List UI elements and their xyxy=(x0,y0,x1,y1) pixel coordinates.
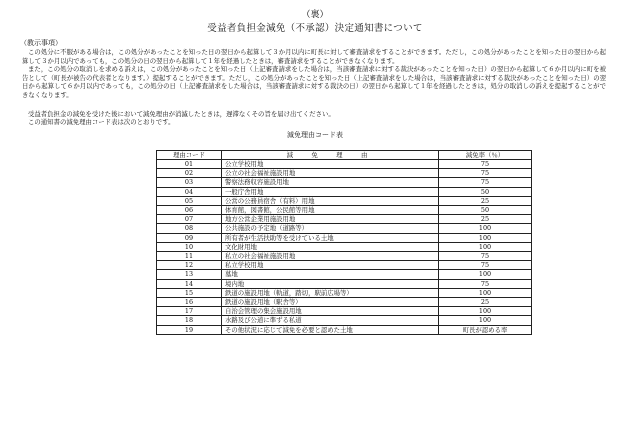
cell-rate: 町長が認める率 xyxy=(439,325,532,334)
cell-code: 09 xyxy=(157,233,222,242)
header-reason: 減 免 理 由 xyxy=(222,150,439,159)
table-row xyxy=(157,288,532,297)
table-row xyxy=(157,205,532,214)
cell-reason: 私立学校用地 xyxy=(222,261,439,270)
cell-rate: 75 xyxy=(439,178,532,187)
notes-section xyxy=(18,110,612,127)
reduction-code-table xyxy=(156,150,532,335)
table-row xyxy=(157,224,532,233)
cell-rate: 100 xyxy=(439,288,532,297)
cell-code: 05 xyxy=(157,196,222,205)
table-row xyxy=(157,159,532,168)
cell-reason: 一般庁舎用地 xyxy=(222,187,439,196)
table-row xyxy=(157,242,532,251)
cell-code: 01 xyxy=(157,159,222,168)
cell-rate: 100 xyxy=(439,316,532,325)
cell-code: 08 xyxy=(157,224,222,233)
cell-rate: 75 xyxy=(439,279,532,288)
cell-code: 10 xyxy=(157,242,222,251)
cell-code: 02 xyxy=(157,169,222,178)
instructions-paragraph-1: この処分に不服がある場合は，この処分があったことを知った日の翌日から起算して３か月以内に町長に対して審査請求をすることができます。ただし，この処分があったことを知った日の翌日から起算して３か月以内であっても，この処分の日の翌日から起算して１年を経過したときは，審査請求をすることができなくなります。 xyxy=(22,48,606,65)
table-row xyxy=(157,233,532,242)
table-row xyxy=(157,307,532,316)
cell-rate: 75 xyxy=(439,159,532,168)
page-side-label: （裏） xyxy=(301,10,329,20)
cell-rate: 100 xyxy=(439,224,532,233)
note-report-change: 受益者負担金の減免を受けた後において減免理由が消滅したときは，遅滞なくその旨を届け出てください。 xyxy=(28,109,335,118)
table-row xyxy=(157,196,532,205)
table-row xyxy=(157,325,532,334)
cell-code: 06 xyxy=(157,205,222,214)
cell-rate: 75 xyxy=(439,169,532,178)
cell-reason: 鉄道の施設用地（軌道，踏切，駅前広場等） xyxy=(222,288,439,297)
cell-code: 14 xyxy=(157,279,222,288)
cell-code: 16 xyxy=(157,298,222,307)
cell-rate: 100 xyxy=(439,233,532,242)
table-row xyxy=(157,279,532,288)
cell-reason: 地方公営企業用施設用地 xyxy=(222,215,439,224)
cell-code: 11 xyxy=(157,251,222,260)
cell-reason: その他状況に応じて減免を必要と認めた土地 xyxy=(222,325,439,334)
table-row xyxy=(157,261,532,270)
instructions-heading: （教示事項） xyxy=(20,39,62,47)
cell-rate: 25 xyxy=(439,298,532,307)
cell-rate: 100 xyxy=(439,270,532,279)
table-row xyxy=(157,178,532,187)
table-row xyxy=(157,316,532,325)
cell-reason: 境内地 xyxy=(222,279,439,288)
cell-rate: 100 xyxy=(439,242,532,251)
cell-rate: 75 xyxy=(439,261,532,270)
cell-reason: 体育館，図書館，公民館等用地 xyxy=(222,205,439,214)
document-title: 受益者負担金減免（不承認）決定通知書について xyxy=(207,23,423,34)
instructions-paragraph-2: また，この処分の取消しを求める訴えは，この処分があったことを知った日（上記審査請求をした場合は，当該審査請求に対する裁決があったことを知った日）の翌日から起算して６か月以内に町を被告として（町長が被告の代表者となります。）提起することができます。ただし，この処分があったことを知った日（上記審査請求をした場合は，当該審査請求に対する裁決があったことを知った日）の翌日から起算して６か月以内であっても，この処分の日（上記審査請求をした場合は，当該審査請求に対する裁決の日）の翌日から起算して１年を経過したときは，処分の取消しの訴えを提起することができなくなります。 xyxy=(22,65,606,99)
cell-code: 13 xyxy=(157,270,222,279)
cell-reason: 公立学校用地 xyxy=(222,159,439,168)
cell-rate: 50 xyxy=(439,205,532,214)
cell-rate: 75 xyxy=(439,251,532,260)
cell-reason: 私立の社会福祉施設用地 xyxy=(222,251,439,260)
table-body xyxy=(157,159,532,334)
cell-code: 03 xyxy=(157,178,222,187)
cell-code: 18 xyxy=(157,316,222,325)
cell-code: 04 xyxy=(157,187,222,196)
cell-reason: 鉄道の施設用地（駅舎等） xyxy=(222,298,439,307)
cell-reason: 水路及び公道に準ずる私道 xyxy=(222,316,439,325)
table-row xyxy=(157,270,532,279)
cell-code: 19 xyxy=(157,325,222,334)
cell-rate: 100 xyxy=(439,307,532,316)
cell-rate: 25 xyxy=(439,215,532,224)
table-row xyxy=(157,169,532,178)
cell-code: 07 xyxy=(157,215,222,224)
header-code: 理由コード xyxy=(157,150,222,159)
table-row xyxy=(157,298,532,307)
cell-code: 15 xyxy=(157,288,222,297)
note-code-table: この通知書の減免理由コード表は次のとおりです。 xyxy=(28,118,175,127)
cell-rate: 25 xyxy=(439,196,532,205)
cell-reason: 自治会管理の集会施設用地 xyxy=(222,307,439,316)
cell-reason: 文化財用地 xyxy=(222,242,439,251)
table-row xyxy=(157,251,532,260)
cell-code: 17 xyxy=(157,307,222,316)
cell-reason: 公共施設の予定地（道路等） xyxy=(222,224,439,233)
cell-reason: 警察法務収容施設用地 xyxy=(222,178,439,187)
table-row xyxy=(157,215,532,224)
cell-reason: 公営の公務員宿舎（有料）用地 xyxy=(222,196,439,205)
cell-code: 12 xyxy=(157,261,222,270)
cell-rate: 50 xyxy=(439,187,532,196)
table-header-row xyxy=(157,150,532,159)
table-row xyxy=(157,187,532,196)
cell-reason: 公立の社会福祉施設用地 xyxy=(222,169,439,178)
header-rate: 減免率（％） xyxy=(439,150,532,159)
cell-reason: 墓地 xyxy=(222,270,439,279)
cell-reason: 所有者が生活扶助等を受けている土地 xyxy=(222,233,439,242)
code-table-title: 減免理由コード表 xyxy=(287,130,343,139)
